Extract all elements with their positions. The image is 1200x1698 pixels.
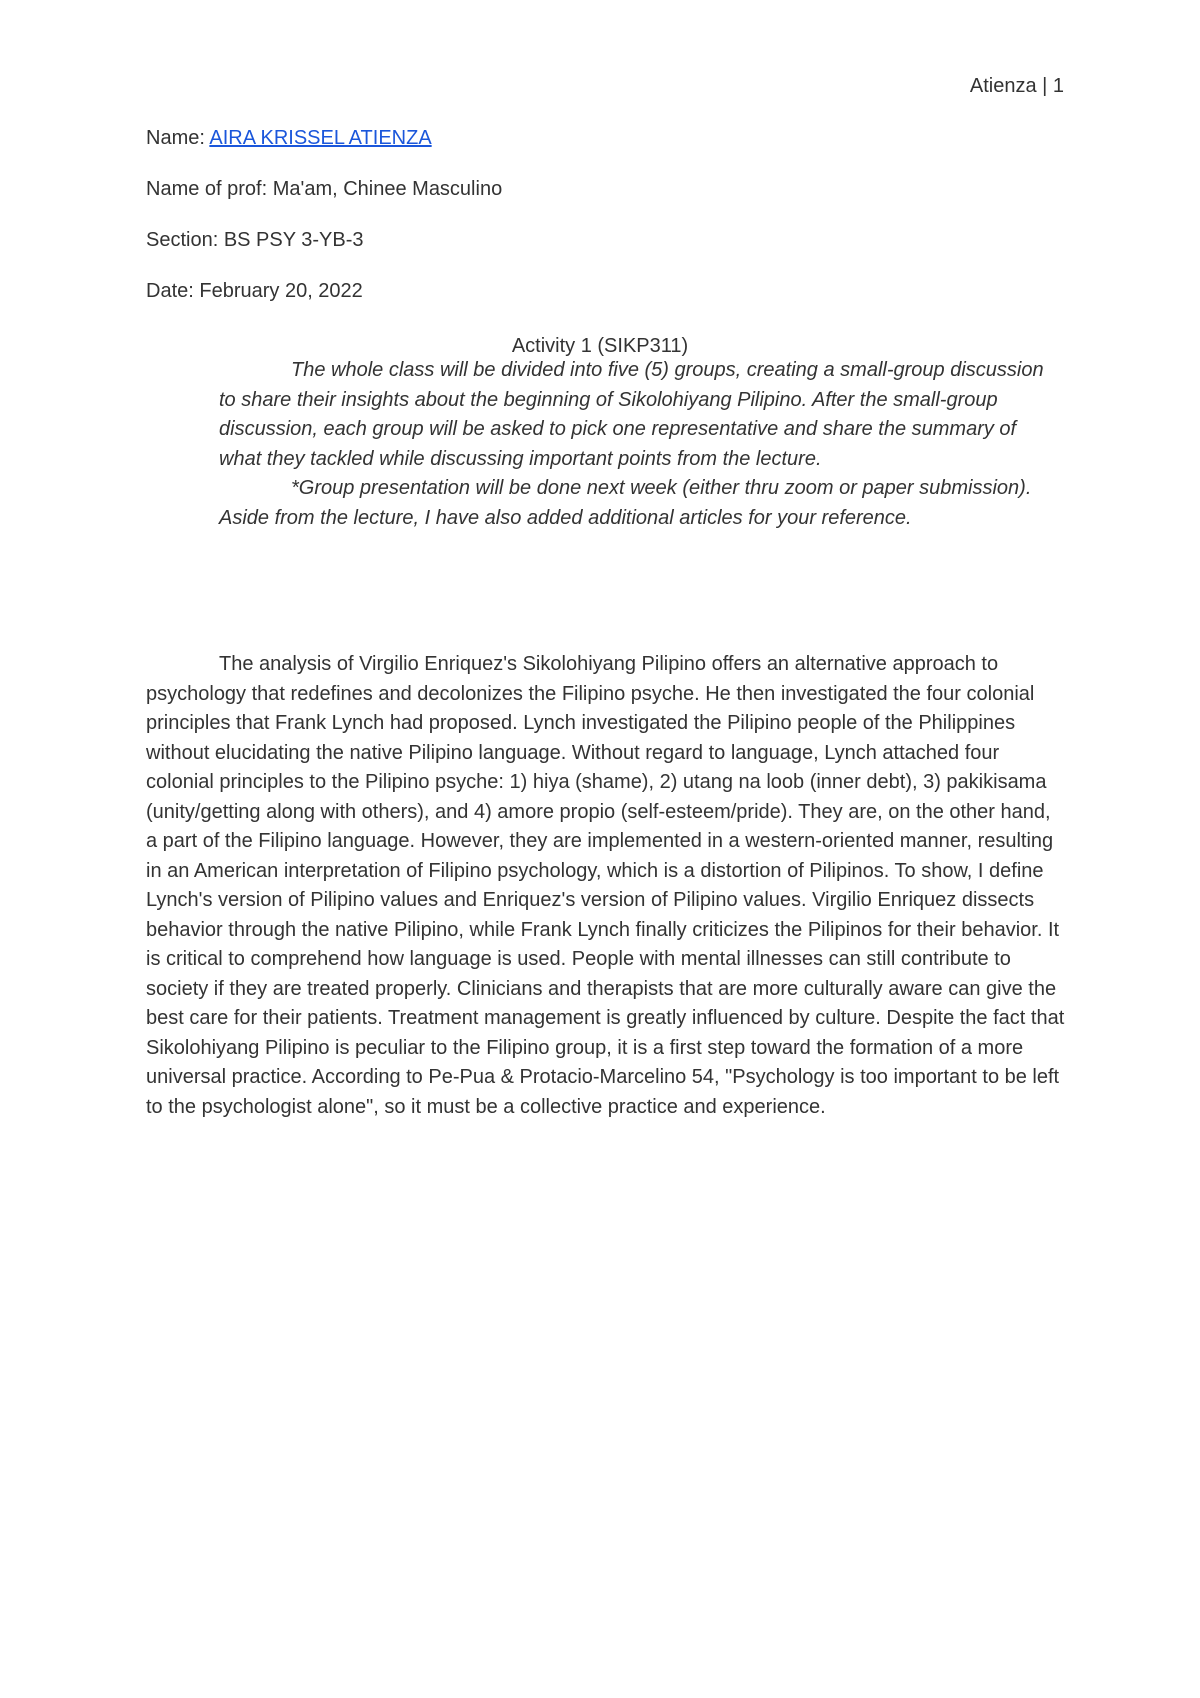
activity-title: Activity 1 (SIKP311) [511, 335, 689, 357]
instruction-paragraph-1: The whole class will be divided into five (5) groups, creating a small-group discussion to share their insights about the beginning of Sikolohiyang Pilipino. After the small-group discussion, each group will be asked to pick one representative and share the summary of what they tackled while discussing important points from the lecture. [219, 359, 1044, 470]
activity-instructions [219, 356, 1059, 533]
name-line [146, 126, 432, 150]
name-label: Name: [146, 127, 210, 149]
essay-paragraph: The analysis of Virgilio Enriquez's Sikolohiyang Pilipino offers an alternative approach to psychology that redefines and decolonizes the Filipino psyche. He then investigated the four colonial principles that Frank Lynch had proposed. Lynch investigated the Pilipino people of the Philippines without elucidating the native Pilipino language. Without regard to language, Lynch attached four colonial principles to the Pilipino psyche: 1) hiya (shame), 2) utang na loob (inner debt), 3) pakikisama (unity/getting along with others), and 4) amore propio (self-esteem/pride). They are, on the other hand, a part of the Filipino language. However, they are implemented in a western-oriented manner, resulting in an American interpretation of Filipino psychology, which is a distortion of Pilipinos. To show, I define Lynch's version of Pilipino values and Enriquez's version of Pilipino values. Virgilio Enriquez dissects behavior through the native Pilipino, while Frank Lynch finally criticizes the Pilipinos for their behavior. It is critical to comprehend how language is used. People with mental illnesses can still contribute to society if they are treated properly. Clinicians and therapists that are more culturally aware can give the best care for their patients. Treatment management is greatly influenced by culture. Despite the fact that Sikolohiyang Pilipino is peculiar to the Filipino group, it is a first step toward the formation of a more universal practice. According to Pe-Pua & Protacio-Marcelino 54, "Psychology is too important to be left to the psychologist alone", so it must be a collective practice and experience. [146, 653, 1065, 1118]
section-line: Section: BS PSY 3-YB-3 [146, 229, 364, 251]
instruction-paragraph-2: *Group presentation will be done next week (either thru zoom or paper submission). Aside from the lecture, I have also added additional articles for your reference. [219, 477, 1032, 529]
prof-line: Name of prof: Ma'am, Chinee Masculino [146, 178, 503, 200]
running-head: Atienza | 1 [969, 75, 1064, 97]
date-line: Date: February 20, 2022 [146, 280, 363, 302]
name-link[interactable]: AIRA KRISSEL ATIENZA [209, 127, 432, 149]
essay-body [146, 650, 1066, 1122]
